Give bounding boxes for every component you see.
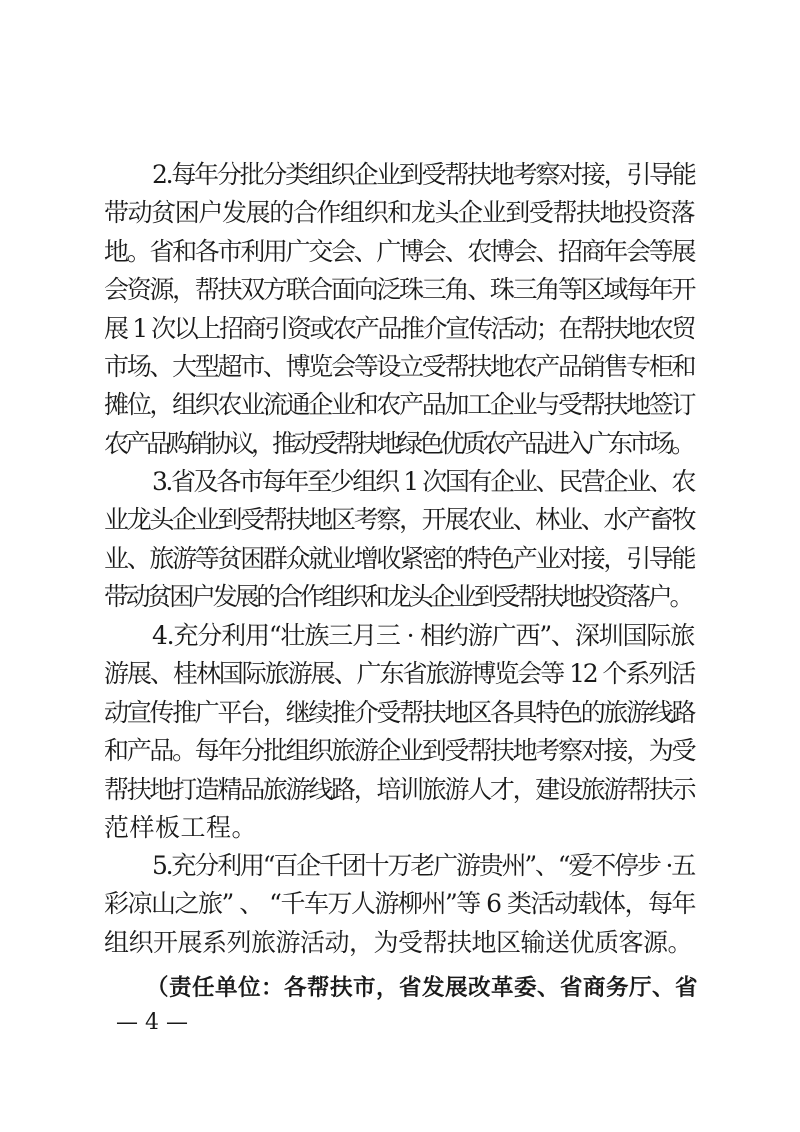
paragraph-line: 3.省及各市每年至少组织 1 次国有企业、民营企业、农 — [152, 467, 694, 496]
paragraph-line: 和产品。每年分批组织旅游企业到受帮扶地考察对接，为受 — [104, 736, 694, 766]
paragraph-line: 摊位，组织农业流通企业和农产品加工企业与受帮扶地签订 — [104, 390, 694, 420]
paragraph-3 — [104, 463, 694, 617]
paragraph-line: 带动贫困户发展的合作组织和龙头企业到受帮扶地投资落 — [104, 198, 694, 228]
paragraph-line: 动宣传推广平台，继续推介受帮扶地区各具特色的旅游线路 — [104, 697, 694, 727]
paragraph-line: 游展、桂林国际旅游展、广东省旅游博览会等 12 个系列活 — [104, 659, 694, 689]
paragraph-line: 4.充分利用“壮族三月三 · 相约游广西”、深圳国际旅 — [152, 621, 694, 650]
paragraph-line: 范样板工程。 — [104, 812, 258, 842]
responsibility-line: （责任单位：各帮扶市，省发展改革委、省商务厅、省 — [146, 975, 699, 1001]
paragraph-line: 帮扶地打造精品旅游线路，培训旅游人才，建设旅游帮扶示 — [104, 774, 694, 804]
paragraph-line: 会资源，帮扶双方联合面向泛珠三角、珠三角等区域每年开 — [104, 275, 694, 305]
paragraph-line: 农产品购销协议，推动受帮扶地绿色优质农产品进入广东市场。 — [104, 428, 693, 458]
paragraph-2 — [104, 156, 694, 463]
paragraph-line: 5.充分利用“百企千团十万老广游贵州”、“爱不停步 ·五 — [152, 851, 694, 880]
paragraph-4 — [104, 617, 694, 847]
paragraph-line: 业、旅游等贫困群众就业增收紧密的特色产业对接，引导能 — [104, 543, 694, 573]
paragraph-line: 业龙头企业到受帮扶地区考察，开展农业、林业、水产畜牧 — [104, 505, 694, 535]
paragraph-line: 地。省和各市利用广交会、广博会、农博会、招商年会等展 — [104, 236, 694, 266]
paragraph-line: 带动贫困户发展的合作组织和龙头企业到受帮扶地投资落户。 — [104, 582, 692, 612]
paragraph-line: 展 1 次以上招商引资或农产品推介宣传活动；在帮扶地农贸 — [104, 313, 694, 343]
paragraph-line: 组织开展系列旅游活动，为受帮扶地区输送优质客源。 — [104, 927, 693, 957]
page-number: — 4 — — [116, 1010, 188, 1035]
paragraph-line: 市场、大型超市、博览会等设立受帮扶地农产品销售专柜和 — [104, 351, 694, 381]
paragraph-line: 彩凉山之旅” 、 “千车万人游柳州”等 6 类活动载体，每年 — [104, 889, 696, 919]
paragraph-5 — [104, 847, 694, 962]
paragraph-line: 2.每年分批分类组织企业到受帮扶地考察对接，引导能 — [152, 160, 695, 189]
